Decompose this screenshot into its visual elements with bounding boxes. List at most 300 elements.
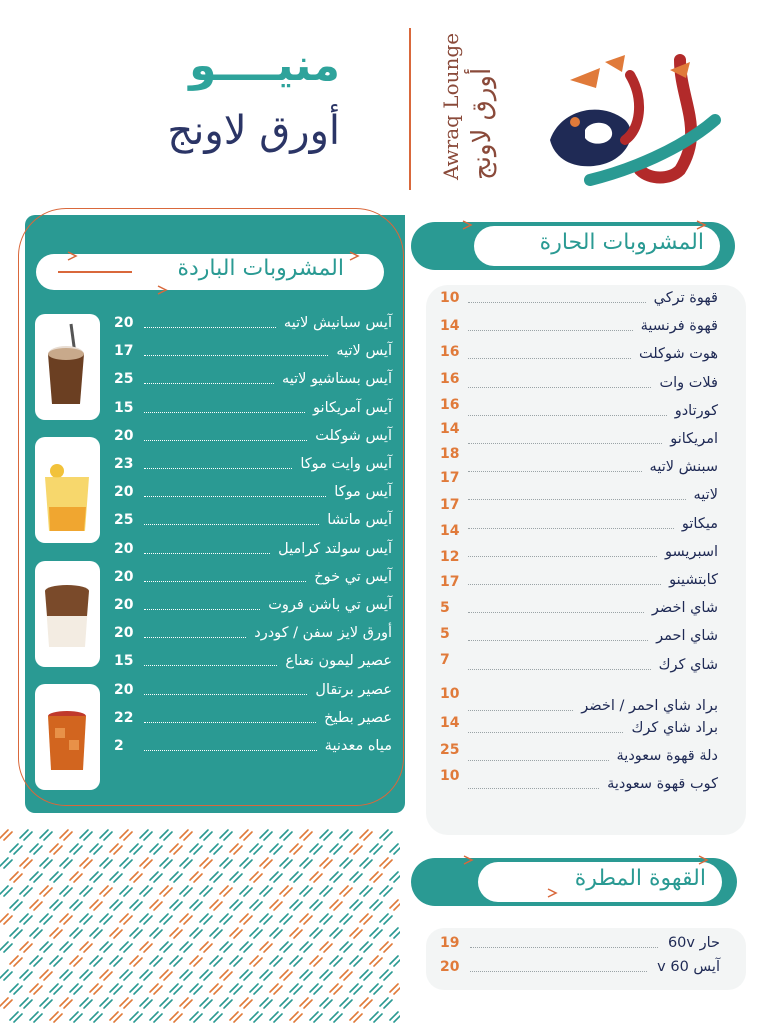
pattern-mark <box>170 872 182 882</box>
item-name: كابتشينو <box>669 572 718 588</box>
pattern-mark <box>240 998 252 1008</box>
menu-item-row <box>114 371 392 395</box>
leader-dots <box>468 612 644 613</box>
item-price: 18 <box>440 446 460 462</box>
pattern-mark <box>280 914 292 924</box>
marker-icon <box>66 250 78 262</box>
pattern-mark <box>40 830 52 840</box>
item-price: 17 <box>440 470 460 486</box>
pattern-mark <box>100 830 112 840</box>
pattern-mark <box>270 956 282 966</box>
pattern-mark <box>360 886 372 896</box>
menu-item-row <box>440 375 718 399</box>
leader-dots <box>144 412 305 413</box>
pattern-mark <box>330 956 342 966</box>
pattern-mark <box>230 928 242 938</box>
item-price: 16 <box>440 344 460 360</box>
pattern-mark <box>310 900 322 910</box>
pattern-mark <box>190 1012 202 1022</box>
price-cell <box>440 549 480 573</box>
pattern-mark <box>230 844 242 854</box>
item-price: 23 <box>114 456 134 472</box>
menu-item-row <box>440 748 718 772</box>
pattern-mark <box>40 858 52 868</box>
pattern-mark <box>170 984 182 994</box>
pattern-mark <box>370 984 382 994</box>
pattern-mark <box>350 984 362 994</box>
pattern-mark <box>330 900 342 910</box>
item-name: آيس وايت موكا <box>300 456 392 472</box>
pattern-mark <box>370 844 382 854</box>
pattern-mark <box>360 998 372 1008</box>
pattern-mark <box>290 928 302 938</box>
item-price: 25 <box>114 512 134 529</box>
pattern-mark <box>0 998 12 1008</box>
item-name: آيس ماتشا <box>327 512 392 529</box>
pattern-mark <box>130 1012 142 1022</box>
item-name: آيس شوكلت <box>315 427 392 444</box>
pattern-mark <box>370 928 382 938</box>
pattern-mark <box>310 956 322 966</box>
pattern-mark <box>180 998 192 1008</box>
item-name: آيس سبانيش لاتيه <box>283 315 392 331</box>
item-price: 17 <box>440 497 460 513</box>
pattern-mark <box>20 914 32 924</box>
item-price: 14 <box>440 421 460 437</box>
item-price: 12 <box>440 549 460 565</box>
pattern-mark <box>120 858 132 868</box>
pattern-mark <box>260 914 272 924</box>
item-name: شاي احمر <box>656 628 718 645</box>
menu-item-row <box>440 544 718 568</box>
pattern-mark <box>260 886 272 896</box>
menu-item-row <box>114 400 392 424</box>
item-name: آيس لاتيه <box>336 343 392 360</box>
marker-icon <box>461 219 473 231</box>
pattern-mark <box>0 830 12 840</box>
menu-item-row <box>440 572 718 596</box>
pattern-mark <box>150 900 162 910</box>
pattern-mark <box>300 858 312 868</box>
leader-dots <box>144 553 270 554</box>
pattern-mark <box>10 1012 22 1022</box>
pattern-mark <box>340 942 352 952</box>
leader-dots <box>468 760 609 761</box>
pattern-mark <box>190 872 202 882</box>
pattern-mark <box>310 1012 322 1022</box>
pattern-mark <box>240 858 252 868</box>
pattern-mark <box>210 900 222 910</box>
pattern-mark <box>270 872 282 882</box>
vertical-brand <box>430 30 510 190</box>
pattern-mark <box>290 984 302 994</box>
pattern-mark <box>80 858 92 868</box>
pattern-mark <box>180 858 192 868</box>
pattern-mark <box>30 928 42 938</box>
item-name: عصير بطيخ <box>324 709 392 726</box>
menu-item-row <box>114 541 392 565</box>
pattern-mark <box>270 1012 282 1022</box>
hot-heading-pill <box>474 226 720 266</box>
pattern-mark <box>280 998 292 1008</box>
pattern-mark <box>60 886 72 896</box>
pattern-mark <box>380 970 392 980</box>
pattern-mark <box>300 830 312 840</box>
pattern-mark <box>300 914 312 924</box>
pattern-mark <box>100 886 112 896</box>
pattern-mark <box>130 984 142 994</box>
pattern-mark <box>40 970 52 980</box>
price-cell <box>440 497 480 521</box>
pattern-mark <box>60 914 72 924</box>
menu-item-row <box>440 935 720 959</box>
item-name: آيس 60 v <box>657 959 720 975</box>
item-price: 14 <box>440 318 460 334</box>
pattern-mark <box>350 844 362 854</box>
pattern-mark <box>380 886 392 896</box>
decorative-pattern <box>0 826 400 1024</box>
pattern-mark <box>180 886 192 896</box>
pattern-mark <box>10 844 22 854</box>
menu-item-row <box>114 484 392 508</box>
pattern-mark <box>70 872 82 882</box>
item-name: عصير ليمون نعناع <box>285 653 392 670</box>
leader-dots <box>144 468 292 469</box>
pattern-mark <box>330 872 342 882</box>
pattern-mark <box>240 886 252 896</box>
menu-item-row <box>440 657 718 681</box>
pattern-mark <box>70 1012 82 1022</box>
item-name: حار 60v <box>667 935 720 951</box>
pattern-mark <box>320 942 332 952</box>
pattern-mark <box>120 942 132 952</box>
item-name: آيس تي باشن فروت <box>268 597 392 613</box>
pattern-mark <box>30 956 42 966</box>
item-name: هوت شوكلت <box>639 346 718 363</box>
pattern-mark <box>310 844 322 854</box>
pattern-mark <box>200 914 212 924</box>
pattern-mark <box>360 858 372 868</box>
pattern-mark <box>220 886 232 896</box>
pattern-mark <box>390 1012 400 1022</box>
pattern-mark <box>190 844 202 854</box>
leader-dots <box>468 330 633 331</box>
pattern-mark <box>100 914 112 924</box>
leader-dots <box>144 440 307 441</box>
pattern-mark <box>290 956 302 966</box>
pattern-mark <box>60 830 72 840</box>
pattern-mark <box>250 900 262 910</box>
marker-icon <box>695 219 707 231</box>
pattern-mark <box>70 900 82 910</box>
pattern-mark <box>390 984 400 994</box>
pattern-mark <box>20 998 32 1008</box>
pattern-mark <box>100 998 112 1008</box>
item-name: آيس سولتد كراميل <box>278 540 392 557</box>
item-price: 7 <box>440 652 450 668</box>
pattern-mark <box>300 942 312 952</box>
leader-dots <box>468 499 686 500</box>
pattern-mark <box>10 956 22 966</box>
pattern-mark <box>390 956 400 966</box>
price-cell <box>440 626 480 650</box>
pattern-mark <box>300 886 312 896</box>
pattern-mark <box>220 970 232 980</box>
pattern-mark <box>90 900 102 910</box>
item-name: امريكانو <box>670 431 718 447</box>
pattern-mark <box>350 1012 362 1022</box>
pattern-mark <box>90 956 102 966</box>
pattern-mark <box>250 872 262 882</box>
pattern-mark <box>320 830 332 840</box>
pattern-mark <box>310 872 322 882</box>
price-cell <box>440 715 480 739</box>
price-cell <box>440 470 480 494</box>
pattern-mark <box>130 872 142 882</box>
item-name: قهوة فرنسية <box>640 318 718 335</box>
pattern-mark <box>160 886 172 896</box>
leader-dots <box>468 358 631 359</box>
pattern-mark <box>140 914 152 924</box>
menu-item-row <box>114 512 392 536</box>
item-price: 22 <box>114 709 134 726</box>
menu-item-row <box>440 720 718 744</box>
leader-dots <box>468 471 642 472</box>
pattern-mark <box>30 1012 42 1022</box>
pattern-mark <box>60 970 72 980</box>
awraq-logo <box>530 40 730 190</box>
pattern-mark <box>220 858 232 868</box>
leader-dots <box>144 327 276 328</box>
cold-drinks-heading: المشروبات الباردة <box>177 256 344 281</box>
pattern-mark <box>110 844 122 854</box>
item-price: 20 <box>114 315 134 331</box>
pattern-mark <box>30 872 42 882</box>
pattern-mark <box>120 914 132 924</box>
price-cell <box>440 371 480 395</box>
iced-tea-photo <box>35 684 100 790</box>
pattern-mark <box>170 900 182 910</box>
price-cell <box>440 421 480 445</box>
pattern-mark <box>270 984 282 994</box>
item-name: أورق لايز سفن / كودرد <box>254 625 392 642</box>
item-name: ميكاتو <box>681 515 718 532</box>
leader-dots <box>144 750 317 751</box>
pattern-mark <box>210 872 222 882</box>
pattern-mark <box>130 900 142 910</box>
item-price: 20 <box>114 568 134 585</box>
pattern-mark <box>230 1012 242 1022</box>
menu-item-row <box>114 738 392 762</box>
menu-item-row <box>440 346 718 370</box>
pattern-mark <box>180 830 192 840</box>
item-name: سبنش لاتيه <box>649 459 718 476</box>
leader-dots <box>144 665 277 666</box>
pattern-mark <box>350 872 362 882</box>
pattern-mark <box>210 1012 222 1022</box>
pattern-mark <box>320 886 332 896</box>
iced-latte-photo <box>35 561 100 667</box>
item-price: 17 <box>440 574 460 590</box>
price-cell <box>440 574 480 598</box>
item-name: لاتيه <box>693 487 718 504</box>
pattern-mark <box>340 886 352 896</box>
leader-dots <box>470 947 658 948</box>
item-price: 20 <box>114 597 134 613</box>
pattern-mark <box>370 872 382 882</box>
menu-item-row <box>440 318 718 342</box>
pattern-mark <box>110 928 122 938</box>
leader-dots <box>468 302 646 303</box>
marker-icon <box>697 854 709 866</box>
pattern-mark <box>330 1012 342 1022</box>
pattern-mark <box>70 928 82 938</box>
pattern-mark <box>160 942 172 952</box>
pattern-mark <box>230 984 242 994</box>
pattern-mark <box>100 942 112 952</box>
pattern-mark <box>270 928 282 938</box>
pattern-mark <box>390 900 400 910</box>
item-name: فلات وات <box>659 374 718 391</box>
pattern-mark <box>50 844 62 854</box>
leader-dots <box>468 640 648 641</box>
pattern-mark <box>320 970 332 980</box>
pattern-mark <box>110 872 122 882</box>
pattern-mark <box>90 984 102 994</box>
menu-item-row <box>114 625 392 649</box>
pattern-mark <box>290 844 302 854</box>
pattern-mark <box>10 900 22 910</box>
pattern-mark <box>240 830 252 840</box>
menu-title-block <box>100 30 340 170</box>
pattern-mark <box>170 928 182 938</box>
heading-accent-line <box>58 271 132 273</box>
pattern-mark <box>210 928 222 938</box>
pattern-mark <box>260 942 272 952</box>
leader-dots <box>144 609 260 610</box>
pattern-mark <box>130 928 142 938</box>
pattern-mark <box>250 984 262 994</box>
menu-item-row <box>114 343 392 367</box>
pattern-mark <box>20 886 32 896</box>
menu-item-row <box>114 682 392 706</box>
menu-item-row <box>440 959 720 983</box>
pattern-mark <box>380 914 392 924</box>
pattern-mark <box>300 970 312 980</box>
pattern-mark <box>140 998 152 1008</box>
pattern-mark <box>140 942 152 952</box>
menu-item-row <box>114 315 392 339</box>
pattern-mark <box>50 872 62 882</box>
pattern-mark <box>160 914 172 924</box>
pattern-mark <box>390 844 400 854</box>
pattern-mark <box>60 858 72 868</box>
pattern-mark <box>230 956 242 966</box>
pattern-mark <box>70 956 82 966</box>
item-price: 5 <box>440 626 450 642</box>
pattern-mark <box>90 844 102 854</box>
pattern-mark <box>80 914 92 924</box>
pattern-mark <box>10 984 22 994</box>
pattern-mark <box>20 858 32 868</box>
pattern-mark <box>150 984 162 994</box>
item-name: عصير برتقال <box>315 681 392 698</box>
menu-item-row <box>440 431 718 455</box>
pattern-mark <box>30 900 42 910</box>
item-name: قهوة تركي <box>653 290 718 306</box>
pattern-mark <box>250 956 262 966</box>
price-cell <box>440 652 480 676</box>
pattern-mark <box>200 886 212 896</box>
marker-icon <box>462 854 474 866</box>
pattern-mark <box>260 970 272 980</box>
pattern-mark <box>10 872 22 882</box>
pattern-mark <box>360 942 372 952</box>
pattern-mark <box>200 942 212 952</box>
item-price: 16 <box>440 397 460 413</box>
price-cell <box>440 446 480 470</box>
pattern-mark <box>200 858 212 868</box>
item-name: آيس تي خوخ <box>314 568 392 585</box>
item-price: 20 <box>114 681 134 698</box>
item-price: 20 <box>114 625 134 642</box>
leader-dots <box>468 443 662 444</box>
marker-icon <box>546 887 558 899</box>
item-price: 5 <box>440 600 450 616</box>
pattern-mark <box>220 942 232 952</box>
pattern-mark <box>290 1012 302 1022</box>
menu-item-row <box>440 290 718 314</box>
item-price: 20 <box>114 540 134 557</box>
pattern-mark <box>260 998 272 1008</box>
leader-dots <box>468 556 657 557</box>
item-price: 10 <box>440 290 460 306</box>
pattern-mark <box>100 970 112 980</box>
pattern-mark <box>340 914 352 924</box>
pattern-mark <box>290 900 302 910</box>
pattern-mark <box>100 858 112 868</box>
pattern-mark <box>140 886 152 896</box>
pattern-mark <box>180 942 192 952</box>
pattern-mark <box>70 984 82 994</box>
price-cell <box>440 768 480 792</box>
brand-name-english: Awraq Lounge <box>439 32 463 180</box>
pattern-mark <box>20 942 32 952</box>
pattern-mark <box>80 830 92 840</box>
menu-subtitle: أورق لاونج <box>167 108 340 154</box>
pattern-mark <box>230 872 242 882</box>
pattern-mark <box>40 914 52 924</box>
pattern-mark <box>260 858 272 868</box>
pattern-mark <box>0 970 12 980</box>
pattern-mark <box>20 970 32 980</box>
pattern-mark <box>80 998 92 1008</box>
pattern-mark <box>110 900 122 910</box>
pattern-mark <box>310 928 322 938</box>
pattern-mark <box>40 942 52 952</box>
pattern-mark <box>340 998 352 1008</box>
item-price: 16 <box>440 371 460 387</box>
item-name: كورتادو <box>674 402 718 419</box>
menu-item-row <box>114 456 392 480</box>
pattern-mark <box>0 886 12 896</box>
pattern-mark <box>350 928 362 938</box>
leader-dots <box>468 584 661 585</box>
pattern-mark <box>50 928 62 938</box>
pattern-mark <box>50 984 62 994</box>
pattern-mark <box>290 872 302 882</box>
pattern-mark <box>320 914 332 924</box>
